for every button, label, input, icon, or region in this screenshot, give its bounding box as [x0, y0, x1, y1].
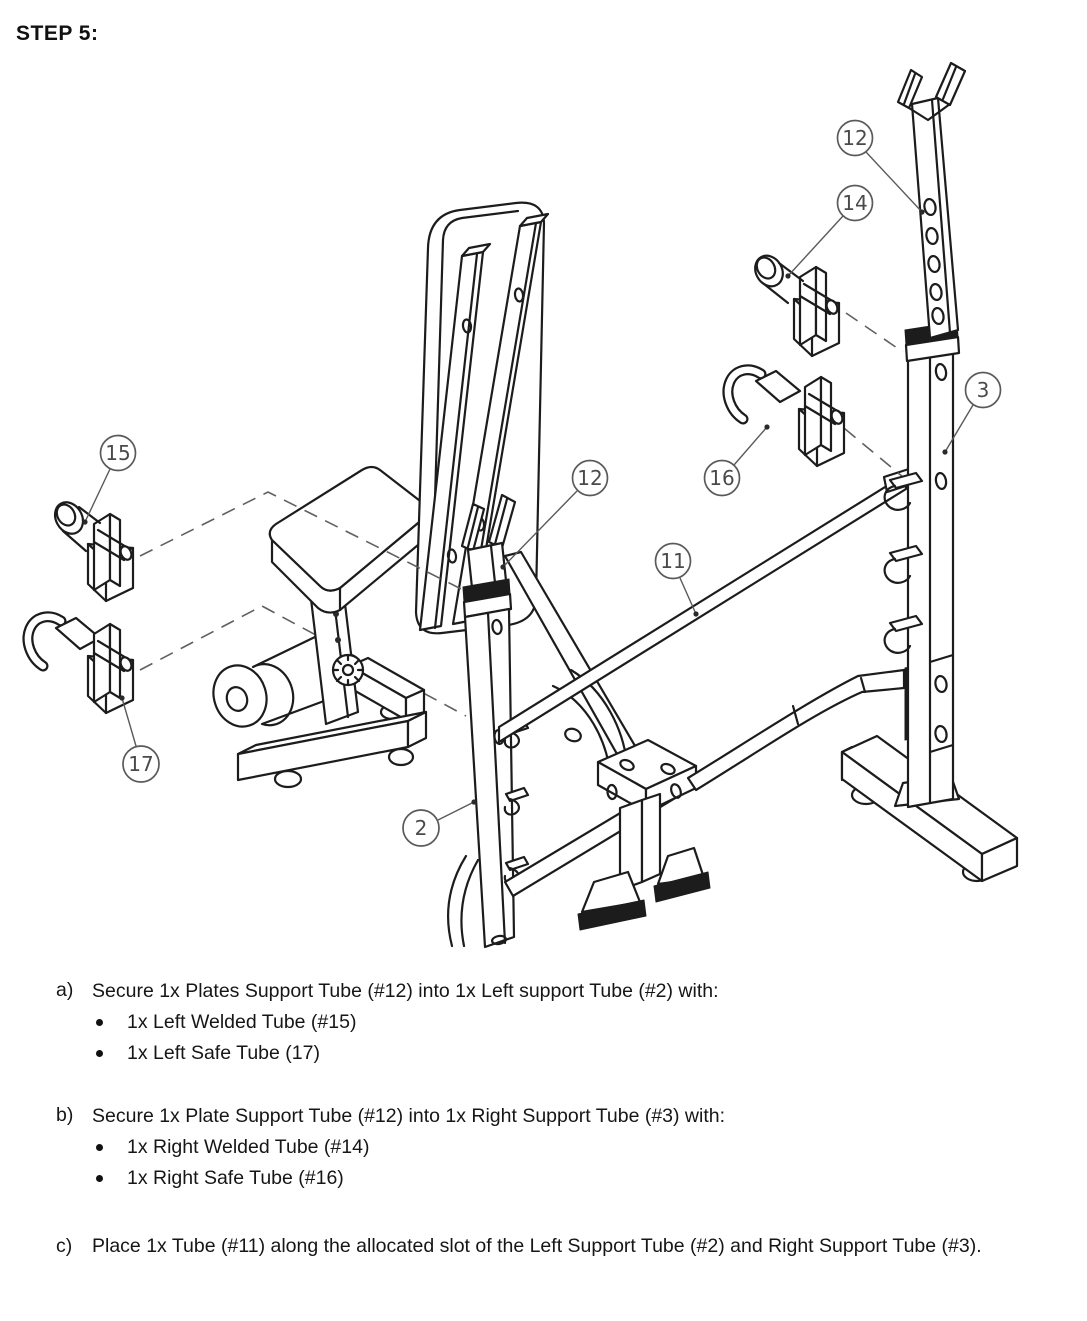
- instruction-b: [56, 1104, 1004, 1128]
- callout-label: 12: [577, 466, 603, 490]
- callout-label: 17: [128, 752, 154, 776]
- instruction-a-text: Secure 1x Plates Support Tube (#12) into 1x Left support Tube (#2) with:: [92, 980, 719, 1002]
- callout-label: 11: [660, 549, 686, 573]
- callout-label: 15: [105, 441, 131, 465]
- bullet-icon: [96, 1175, 103, 1182]
- instruction-c-label: c): [56, 1235, 73, 1257]
- bullet-text: 1x Left Welded Tube (#15): [127, 1011, 357, 1033]
- bullet-text: 1x Left Safe Tube (17): [127, 1042, 320, 1064]
- callout-17: [119, 695, 159, 782]
- plate-support-tube-right: [912, 98, 958, 338]
- callout-11: [656, 544, 699, 617]
- right-support-tube: [885, 63, 965, 807]
- bullet-icon: [96, 1019, 103, 1026]
- callout-label: 2: [414, 816, 428, 840]
- instruction-c: [56, 1229, 1004, 1264]
- instruction-c-text: Place 1x Tube (#11) along the allocated slot of the Left Support Tube (#2) and Right Support Tube (#3).: [92, 1235, 982, 1257]
- instruction-a-bullet-2: [96, 1042, 320, 1065]
- left-safe-tube: [28, 617, 134, 713]
- right-welded-tube: [750, 251, 840, 356]
- callout-16: [705, 424, 770, 495]
- callout-14: [785, 186, 872, 279]
- instruction-b-text: Secure 1x Plate Support Tube (#12) into 1x Right Support Tube (#3) with:: [92, 1105, 726, 1127]
- callout-label: 16: [709, 466, 735, 490]
- adjustment-knob: [333, 655, 363, 685]
- bullet-text: 1x Right Safe Tube (#16): [127, 1167, 344, 1189]
- bullet-text: 1x Right Welded Tube (#14): [127, 1136, 370, 1158]
- callout-15: [82, 436, 135, 525]
- left-welded-tube: [49, 497, 133, 601]
- tube-11: [499, 468, 915, 742]
- instruction-b-bullet-2: [96, 1167, 344, 1190]
- instruction-a-bullet-1: [96, 1011, 356, 1034]
- instruction-b-bullet-1: [96, 1136, 369, 1159]
- callout-2: [403, 799, 477, 846]
- center-foot: [578, 794, 710, 930]
- instruction-a: [56, 979, 1004, 1003]
- callout-label: 3: [976, 378, 990, 402]
- bullet-icon: [96, 1144, 103, 1151]
- callout-label: 12: [842, 126, 868, 150]
- bullet-icon: [96, 1050, 103, 1057]
- seat-pad: [270, 467, 428, 613]
- callout-label: 14: [842, 191, 868, 215]
- step-title: STEP 5:: [16, 22, 99, 45]
- instruction-a-label: a): [56, 979, 74, 1001]
- instruction-b-label: b): [56, 1104, 74, 1126]
